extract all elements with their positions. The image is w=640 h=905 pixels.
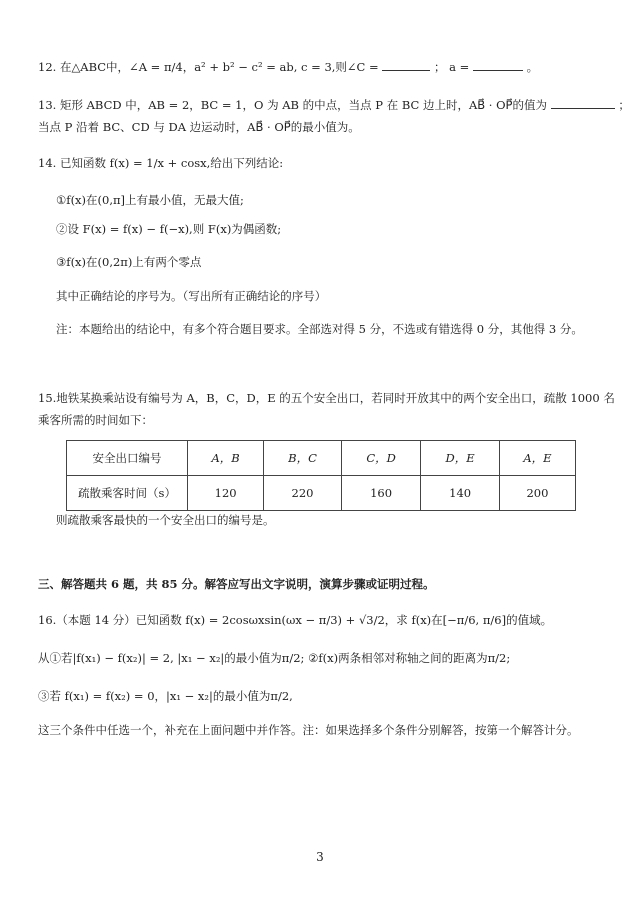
q14-conclusion-2: ②设 F(x) = f(x) − f(−x),则 F(x)为偶函数; [56, 222, 282, 236]
table-cell: A，E [499, 441, 575, 476]
table-cell: 140 [421, 476, 500, 511]
q14-note: 注：本题给出的结论中，有多个符合题目要求。全部选对得 5 分，不选或有错选得 0 分，其他得 3 分。 [56, 322, 583, 336]
question-15-line1: 15.地铁某换乘站设有编号为 A，B，C，D，E 的五个安全出口，若同时开放其中的两个安全出口，疏散 1000 名 [38, 391, 615, 405]
question-15-line2: 乘客所需的时间如下： [38, 413, 153, 427]
question-13-line1 [38, 96, 630, 113]
table-cell: 120 [188, 476, 264, 511]
page-number: 3 [316, 850, 324, 864]
question-14-stem: 14. 已知函数 f(x) = 1/x + cosx,给出下列结论: [38, 156, 284, 170]
table-row [67, 476, 576, 511]
q14-prompt: 其中正确结论的序号为。（写出所有正确结论的序号） [56, 289, 327, 303]
table-cell: 160 [341, 476, 421, 511]
question-13-line2: 当点 P 沿着 BC、CD 与 DA 边运动时，AB⃗ · OP⃗的最小值为。 [38, 120, 360, 134]
q12-blank-a[interactable] [473, 58, 523, 71]
q12-blank-angle-c[interactable] [382, 58, 430, 71]
section-3-title: 三、解答题共 6 题，共 85 分。解答应写出文字说明，演算步骤或证明过程。 [38, 577, 435, 591]
q14-conclusion-1: ①f(x)在(0,π]上有最小值，无最大值; [56, 193, 244, 207]
q14-conclusion-3: ③f(x)在(0,2π)上有两个零点 [56, 255, 202, 269]
table-header-cell: 疏散乘客时间（s） [67, 476, 188, 511]
q16-instruction: 这三个条件中任选一个，补充在上面问题中并作答。注：如果选择多个条件分别解答，按第一个解答计分。 [38, 723, 579, 737]
q13-line1: 13. 矩形 ABCD 中，AB = 2，BC = 1，O 为 AB 的中点，当点 P 在 BC 边上时，AB⃗ · OP⃗的值为 [38, 98, 547, 112]
table-row [67, 441, 576, 476]
table-cell: 200 [499, 476, 575, 511]
q12-after-blank: ； a = [433, 60, 470, 74]
question-15-after: 则疏散乘客最快的一个安全出口的编号是。 [56, 513, 275, 527]
q12-end: 。 [526, 60, 539, 74]
table-header-cell: 安全出口编号 [67, 441, 188, 476]
q16-conditions-1-2: 从①若|f(x₁) − f(x₂)| = 2, |x₁ − x₂|的最小值为π/2; ②f(x)两条相邻对称轴之间的距离为π/2; [38, 651, 511, 665]
evacuation-time-table [66, 440, 576, 511]
table-cell: 220 [264, 476, 342, 511]
q12-text: 12. 在△ABC中，∠A = π/4，a² + b² − c² = ab, c = 3,则∠C = [38, 60, 379, 74]
q16-condition-3: ③若 f(x₁) = f(x₂) = 0，|x₁ − x₂|的最小值为π/2, [38, 689, 293, 703]
table-cell: A，B [188, 441, 264, 476]
table-cell: C，D [341, 441, 421, 476]
table-cell: D，E [421, 441, 500, 476]
table-cell: B，C [264, 441, 342, 476]
q13-blank-1[interactable] [551, 96, 615, 109]
q13-line1-end: ； [618, 98, 630, 112]
question-16-stem: 16.（本题 14 分）已知函数 f(x) = 2cosωxsin(ωx − π/3) + √3/2，求 f(x)在[−π/6, π/6]的值域。 [38, 613, 553, 627]
question-12 [38, 58, 538, 75]
